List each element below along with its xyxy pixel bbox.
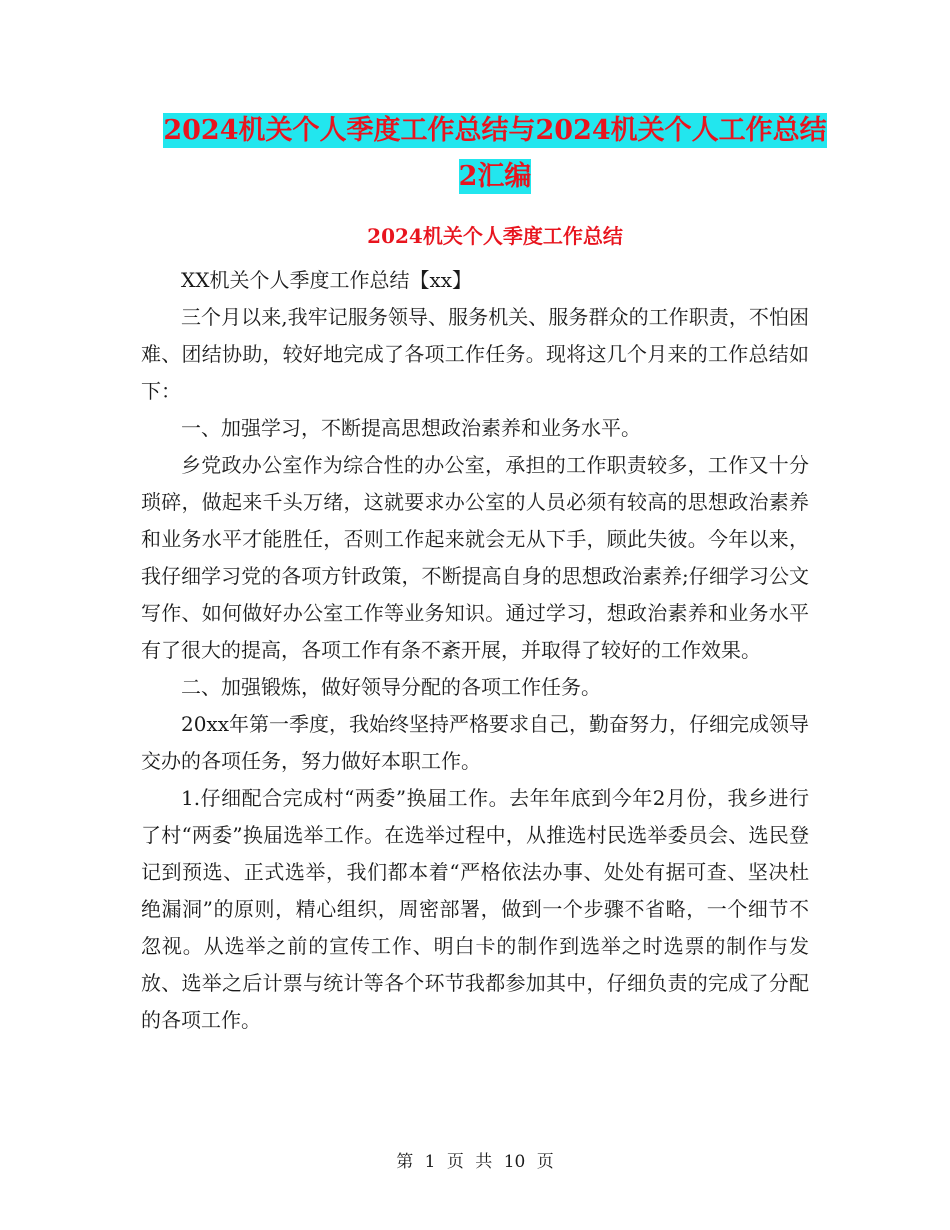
paragraph: 一、加强学习，不断提高思想政治素养和业务水平。 bbox=[181, 416, 641, 440]
document-title-line1: 2024机关个人季度工作总结与2024机关个人工作总结 bbox=[163, 115, 827, 146]
document-title-line2: 2汇编 bbox=[458, 161, 532, 192]
paragraph: XX机关个人季度工作总结【xx】 bbox=[181, 268, 473, 292]
section-title: 2024机关个人季度工作总结 bbox=[367, 224, 623, 248]
document-body bbox=[141, 262, 809, 1039]
paragraph: 二、加强锻炼，做好领导分配的各项工作任务。 bbox=[181, 675, 601, 699]
paragraph: 乡党政办公室作为综合性的办公室，承担的工作职责较多，工作又十分琐碎，做起来千头万绪，这就要求办公室的人员必须有较高的思想政治素养和业务水平才能胜任，否则工作起来就会无从下手，顾此失彼。今年以来，我仔细学习党的各项方针政策，不断提高自身的思想政治素养;仔细学习公文写作、如何做好办公室工作等业务知识。通过学习，想政治素养和业务水平有了很大的提高，各项工作有条不紊开展，并取得了较好的工作效果。 bbox=[141, 453, 809, 662]
page-footer: 第 1 页 共 10 页 bbox=[396, 1152, 554, 1172]
document-title bbox=[140, 108, 850, 200]
paragraph: 1.仔细配合完成村“两委”换届工作。去年年底到今年2月份，我乡进行了村“两委”换届选举工作。在选举过程中，从推选村民选举委员会、选民登记到预选、正式选举，我们都本着“严格依法办事、处处有据可查、坚决杜绝漏洞”的原则，精心组织，周密部署，做到一个步骤不省略，一个细节不忽视。从选举之前的宣传工作、明白卡的制作到选举之时选票的制作与发放、选举之后计票与统计等各个环节我都参加其中，仔细负责的完成了分配的各项工作。 bbox=[141, 786, 809, 1032]
paragraph: 三个月以来,我牢记服务领导、服务机关、服务群众的工作职责，不怕困难、团结协助，较好地完成了各项工作任务。现将这几个月来的工作总结如下： bbox=[141, 305, 809, 403]
paragraph: 20xx年第一季度，我始终坚持严格要求自己，勤奋努力，仔细完成领导交办的各项任务，努力做好本职工作。 bbox=[141, 712, 810, 773]
